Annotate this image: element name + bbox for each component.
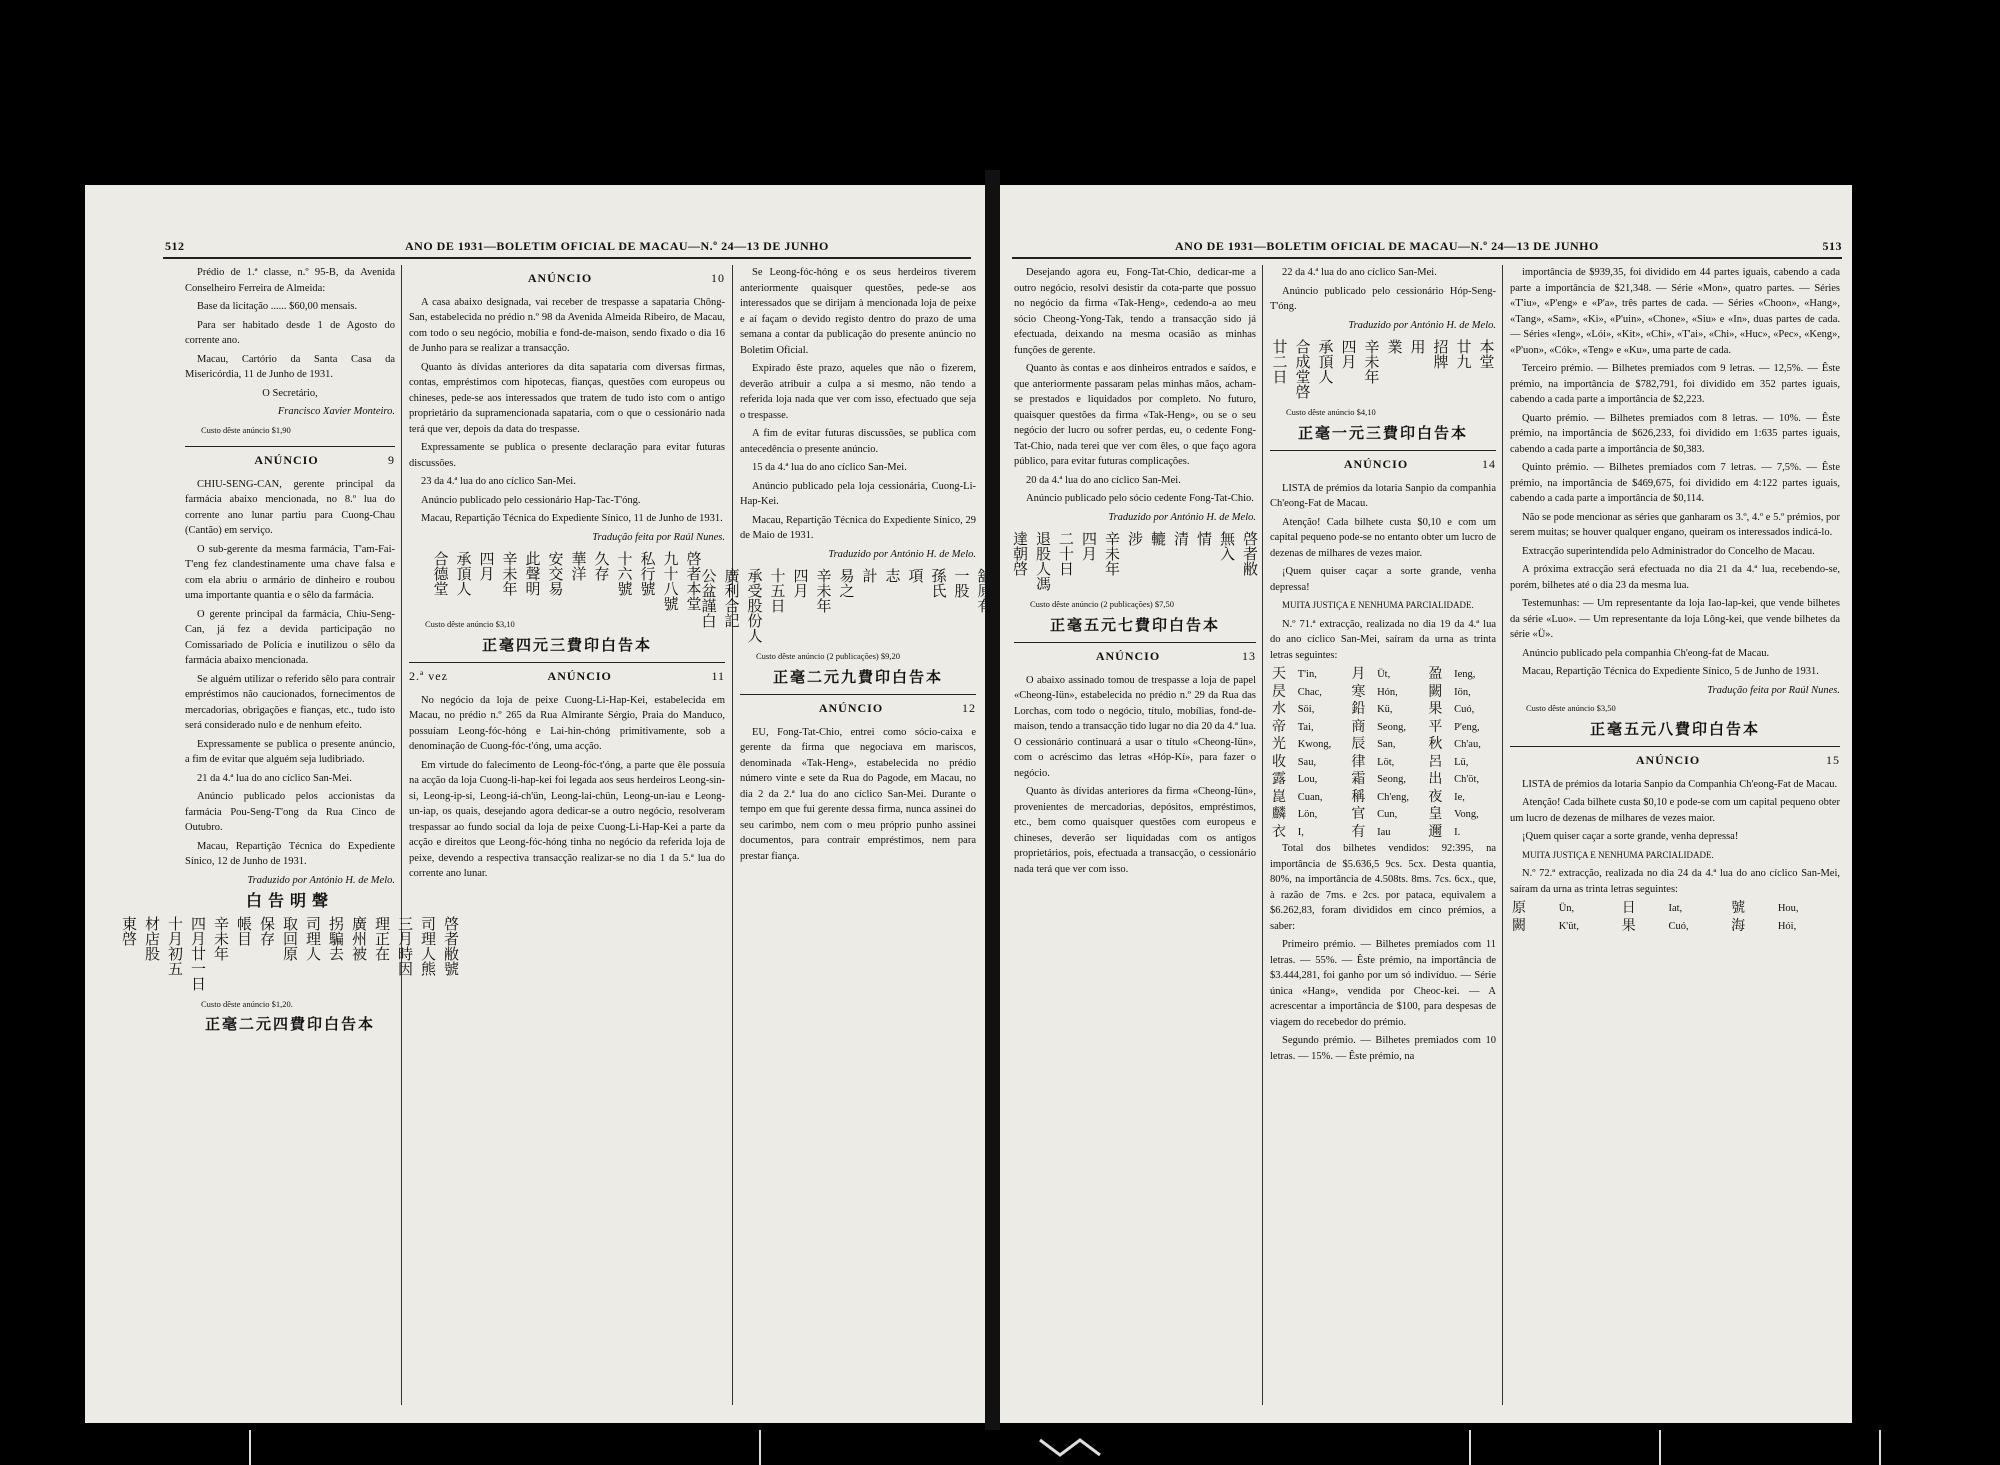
romanization-cell: Üt,: [1377, 669, 1391, 680]
chinese-character-cell: 律: [1351, 753, 1366, 770]
chinese-character-cell: 水: [1272, 701, 1286, 717]
chinese-character-cell: 商: [1351, 718, 1366, 735]
romanization-cell: Iön,: [1454, 686, 1471, 698]
ad-number: 9: [388, 453, 395, 467]
chinese-text-column: 保存: [258, 915, 276, 946]
chinese-text-column: 涉: [1126, 531, 1144, 546]
paragraph: Macau, Repartição Técnica do Expediente Sínico, 29 de Maio de 1931.: [740, 514, 976, 541]
paragraph: Desejando agora eu, Fong-Tat-Chio, dedicar-me a outro negócio, resolvi desistir da cota-parte que possuo no negócio da firma «Tak-Heng», cedendo-a ao meu sócio Cheong-Yong-Tak, tendo a transacção sido já efectuada, deixando na mesma ocasião as minhas funções de gerente.: [1014, 267, 1256, 356]
divider: [740, 694, 976, 695]
chinese-text-column: 辛未年: [212, 915, 230, 961]
romanization-cell: Lü,: [1454, 756, 1469, 768]
romanization-cell: Kwong,: [1297, 739, 1332, 750]
divider: [1014, 642, 1256, 643]
chinese-price-line: 正毫五元八費印白告本: [1589, 721, 1760, 738]
table-row: [1270, 719, 1496, 737]
chinese-character-cell: 鉛: [1351, 701, 1366, 717]
paragraph: Extracção superintendida pelo Administrador do Concelho de Macau.: [1522, 545, 1815, 557]
header-rule: [163, 257, 971, 259]
chinese-text-column: 退股人馮: [1034, 531, 1052, 591]
paragraph: Anúncio publicado pela companhia Ch'eong-fat de Macau.: [1522, 647, 1770, 659]
chinese-text-column: 承頂人: [1316, 339, 1335, 384]
chinese-text-column: 無入: [1218, 531, 1236, 561]
chinese-text-column: 情: [1195, 531, 1213, 546]
chinese-text-column: 舖原有: [975, 568, 994, 613]
romanization-cell: Ch'eng,: [1377, 791, 1410, 803]
paragraph: 21 da 4.ª lua do ano cíclico San-Mei.: [197, 772, 352, 784]
chinese-text-column: 司理人: [304, 915, 322, 961]
left-running-header: ANO DE 1931—BOLETIM OFICIAL DE MACAU—N.º 24—13 DE JUNHO: [405, 239, 829, 253]
ad-title: [185, 453, 395, 469]
ad-cost: Custo dêste anúncio $1,90: [201, 424, 291, 435]
romanization-cell: Hón,: [1377, 686, 1398, 698]
chinese-price-line: 正毫五元七費印白告本: [1049, 617, 1220, 634]
romanization-cell: Seong,: [1377, 774, 1406, 785]
chinese-text-column: 招牌: [1431, 339, 1450, 369]
ad-cost: Custo dêste anúncio $4,10: [1286, 407, 1376, 417]
chinese-price-line: 正毫二元九費印白告本: [772, 669, 943, 686]
romanization-cell: Ün,: [1558, 903, 1575, 914]
romanization-cell: I.: [1454, 826, 1461, 838]
chinese-text-column: 安交易: [546, 551, 565, 596]
right-page: [1000, 185, 1852, 1423]
paragraph: A fim de evitar futuras discussões, se publica com antecedência o presente anúncio.: [740, 428, 976, 455]
chinese-text-column: 辛未年: [1103, 531, 1121, 576]
chinese-text-column: 東啓: [120, 915, 138, 946]
paragraph: ¡Quem quiser caçar a sorte grande, venha depressa!: [1270, 566, 1496, 593]
translator-credit: Tradução feita por Raúl Nunes.: [1707, 684, 1840, 696]
chinese-character-cell: 果: [1621, 917, 1636, 934]
paragraph: Quarto prémio. — Bilhetes premiados com 8 letras. — 10%. — Êste prémio, na importância de $626,233, foi dividido em 1:635 partes iguais, cabendo a cada parte a importância de $0,383.: [1510, 412, 1840, 455]
chinese-text-column: 四月廿一日: [189, 915, 207, 991]
chinese-character-cell: 稱: [1351, 788, 1366, 805]
romanization-cell: P'eng,: [1454, 721, 1480, 733]
romanization-cell: Cun,: [1377, 809, 1398, 820]
table-row: [1270, 754, 1496, 772]
romanization-cell: Vong,: [1454, 809, 1479, 820]
chinese-character-cell: 辰: [1351, 736, 1366, 752]
chinese-character-cell: 寒: [1351, 683, 1366, 700]
ad-cost: Custo dêste anúncio (2 publicações) $9,20: [756, 651, 900, 661]
chinese-text-column: 孫氏: [929, 568, 948, 598]
romanization-cell: Tai,: [1297, 721, 1314, 733]
chinese-text-column: 辛未年: [814, 568, 833, 613]
ad-cost: Custo dêste anúncio $3,10: [425, 619, 515, 629]
table-row: [1270, 736, 1496, 754]
chinese-text-column: 辛未年: [500, 551, 519, 596]
chinese-character-cell: 衣: [1272, 823, 1286, 840]
divider: [1270, 450, 1496, 451]
paragraph: Atenção! Cada bilhete custa $0,10 e pode-se com um capital pequeno obter um lucro de dezenas de milhares de vezes maior.: [1510, 797, 1840, 824]
paragraph: Expirado êste prazo, aqueles que não o fizerem, deverão atribuir a culpa a si mesmo, não tendo a referida loja nada que ver com isso, efectuado que seja o trespasse.: [740, 363, 976, 421]
chinese-text-column: 業: [1385, 339, 1404, 354]
chinese-text-column: 十五日: [768, 568, 787, 613]
paragraph: A casa abaixo designada, vai receber de trespasse a sapataria Chông-San, estabelecida no prédio n.º 98 da Avenida Almeida Ribeiro, de Macau, com todo o seu negócio, mobília e fond-de-maison, sendo fixado o dia 16 de Junho para se realizar a transacção.: [409, 296, 725, 354]
right-page-number: 513: [1822, 239, 1842, 253]
romanization-cell: Lou,: [1297, 774, 1318, 785]
paragraph: Segundo prémio. — Bilhetes premiados com 10 letras. — 15%. — Êste prémio, na: [1270, 1035, 1496, 1062]
table-row: [1270, 684, 1496, 702]
paragraph: Quanto às dívidas anteriores da dita sapataria com diversas firmas, contas, empréstimos com hipotecas, fianças, questões com europeus ou chineses, pede-se aos interessados que tratem de tudo isto com o antigo proprietário da supramencionada sapataria, com o que o cessionário nada terá que ver, depois da data do trespasse.: [409, 361, 725, 435]
romanization-cell: Cuó,: [1454, 704, 1475, 715]
right-column-1: [1011, 265, 1259, 880]
paragraph: Anúncio publicado pelo sócio cedente Fong-Tat-Chio.: [1026, 493, 1254, 504]
chinese-character-cell: 原: [1512, 900, 1526, 916]
column-divider: [401, 265, 402, 1405]
romanization-cell: T'in,: [1297, 669, 1317, 680]
romanization-cell: Ch'öt,: [1454, 774, 1480, 785]
chinese-notice: [120, 915, 460, 991]
right-running-header: ANO DE 1931—BOLETIM OFICIAL DE MACAU—N.º 24—13 DE JUNHO: [1175, 239, 1599, 253]
paragraph: Quanto às dívidas anteriores da firma «Cheong-Iün», provenientes de mercadorias, depósitos, empréstimos, etc., bem como quaisquer questões com europeus e chineses, deverão ser liquidadas com os antigos proprietários, pois, efectuada a transacção, o cessionário nada terá que ver com isso.: [1014, 786, 1256, 875]
table-row: [1270, 701, 1496, 719]
chinese-text-column: 項: [906, 568, 925, 583]
table-row: [1270, 806, 1496, 824]
right-column-3: [1510, 265, 1840, 935]
paragraph: Expressamente se publica o presente anúncio, a fim de evitar que alguém seja ludibriado.: [185, 738, 395, 765]
paragraph: Macau, Repartição Técnica do Expediente Sínico, 12 de Junho de 1931.: [185, 840, 395, 867]
chinese-text-column: 九十八號: [661, 551, 680, 611]
chinese-character-cell: 平: [1428, 718, 1443, 735]
chinese-text-column: 轆: [1149, 531, 1167, 546]
paragraph: Anúncio publicado pela loja cessionária, Cuong-Li-Hap-Kei.: [740, 480, 976, 507]
chinese-text-column: 一股: [952, 568, 971, 598]
ad-title-text: ANÚNCIO: [254, 453, 319, 467]
paragraph: Quinto prémio. — Bilhetes premiados com 7 letras. — 7,5%. — Êste prémio, na importância de $469,675, foi dividido em 4:122 partes iguais, cabendo a cada parte a importância de $0,114.: [1510, 462, 1840, 504]
ad-number: 13: [1242, 649, 1256, 663]
chinese-character-cell: 天: [1272, 666, 1286, 682]
ad-cost: Custo dêste anúncio $3,50: [1526, 703, 1616, 713]
chinese-text-column: 三月時因: [396, 915, 414, 976]
chinese-price-line: 正毫一元三費印白告本: [1297, 425, 1468, 442]
paragraph: N.º 72.ª extracção, realizada no dia 24 da 4.ª lua do ano cíclico San-Mei, saíram da urna as trinta letras seguintes:: [1510, 868, 1840, 895]
chinese-character-cell: 日: [1621, 900, 1636, 916]
chinese-character-cell: 霜: [1351, 771, 1366, 787]
header-rule: [1012, 257, 1842, 259]
paragraph: Terceiro prémio. — Bilhetes premiados com 9 letras. — 12,5%. — Êste prémio, na importância de $782,791, foi dividido em 352 partes iguais, cabendo a cada parte a importância de $2,223.: [1510, 363, 1840, 405]
chinese-price-line: 正毫四元三費印白告本: [481, 637, 652, 654]
chinese-heading: 白告明聲: [245, 893, 334, 910]
romanization-cell: Ieng,: [1454, 669, 1476, 680]
paragraph: LISTA de prémios da lotaria Sanpio da companhia Ch'eong-Fat de Macau.: [1270, 482, 1496, 509]
paragraph: No negócio da loja de peixe Cuong-Li-Hap-Kei, estabelecida em Macau, no prédio n.º 265 da Rua Almirante Sérgio, Praia do Manduco, possuíam Leong-fóc-hóng e Lai-hin-chóng primitivamente, sob a denominação de Cuong-fóc-t'óng, uma acção.: [409, 694, 725, 752]
chinese-text-column: 計: [860, 568, 879, 583]
chinese-character-cell: 帝: [1272, 718, 1286, 735]
chinese-character-cell: 果: [1428, 701, 1443, 717]
ad-title-text: ANÚNCIO: [527, 271, 593, 285]
chinese-text-column: 四月: [1339, 339, 1358, 369]
romanization-cell: Kü,: [1377, 704, 1393, 715]
translator-credit: Traduzido por António H. de Melo.: [1348, 319, 1496, 331]
chinese-text-column: 私行號: [638, 551, 657, 596]
paragraph: Em virtude do falecimento de Leong-fóc-t'óng, a parte que êle possuía na acção da loja Cuong-li-hap-kei foi legada aos seus herdeiros Leong-sin-si, Leong-ip-si, Leong-iá-ch'ün, Leong-lai-chün, Leong-un-iau e Leong-un-iap, os quais, desejando agora dedicar-se a outro negócio, resolveram trespassar ao fundo social da loja de peixe Cuong-Li-Hap-Kei a parte da acção e direitos que Leong-fóc-hóng tinha no negócio da referida loja de peixe, devendo a respectiva transacção realizar-se no dia 1 da 5.ª lua do corrente ano lunar.: [409, 759, 725, 879]
ad-cost: Custo dêste anúncio (2 publicações) $7,50: [1030, 599, 1174, 609]
divider: [185, 446, 395, 447]
column-divider: [732, 265, 733, 1405]
ad-title-text: ANÚNCIO: [547, 669, 612, 683]
left-page: [85, 185, 994, 1423]
secretary-name: Francisco Xavier Monteiro.: [277, 406, 395, 417]
romanization-cell: Söi,: [1297, 704, 1315, 715]
ad-title-text: ANÚNCIO: [818, 701, 884, 715]
paragraph: 15 da 4.ª lua do ano cíclico San-Mei.: [752, 462, 907, 473]
paragraph: Macau, Repartição Técnica do Expediente Sínico, 5 de Junho de 1931.: [1522, 666, 1819, 677]
chinese-character-cell: 闕: [1428, 683, 1443, 700]
paragraph: Se alguém utilizar o referido sêlo para contrair empréstimos não caucionados, fornecimentos de mercadorias, obrigações e fianças, etc., tudo isto será considerado nulo e de nenhum efeito.: [185, 673, 395, 731]
paragraph: importância de $939,35, foi dividido em 44 partes iguais, cabendo a cada parte a importância de $21,348. — Série «Mon», quatro partes. — Séries «T'iu», «P'eng» e «P'a», três partes de cada. — Séries «Choon», «Hang», «Tang», «Sam», «Ki», «P'uin», «Chone», «Siu» e «In», duas partes de cada. — Séries «Ieng», «Lói», «Kit», «Chi», «T'ai», «Chi», «Huc», «Pec», «Keng», «P'uon», «Cók», «Teng» e «Ku», uma parte de cada.: [1510, 267, 1840, 356]
secretary-title: O Secretário,: [262, 387, 318, 399]
chinese-text-column: 辛未年: [1362, 339, 1381, 384]
chinese-character-cell: 麟: [1272, 806, 1286, 822]
chinese-character-cell: 皇: [1428, 806, 1443, 822]
paragraph: Prédio de 1.ª classe, n.º 95-B, da Avenida Conselheiro Ferreira de Almeida:: [185, 267, 395, 294]
paragraph: Testemunhas: — Um representante da loja Iao-lap-kei, que vende bilhetes da série «Luo». — Um representante da loja Lông-kei, que vende bilhetes da série «Ü».: [1510, 598, 1840, 640]
paragraph: Se Leong-fóc-hóng e os seus herdeiros tiverem anteriormente quaisquer questões, pede-se aos interessados que se dirijam à mencionada loja de peixe e aí façam o devido registo dentro do prazo de uma semana a contar da publicação do presente anúncio no Boletim Oficial.: [740, 267, 976, 356]
romanization-cell: Ie,: [1454, 791, 1465, 803]
table-row: [1270, 824, 1496, 842]
chinese-notice: [699, 568, 994, 643]
chinese-character-cell: 邇: [1428, 823, 1443, 840]
chinese-text-column: 承頂人: [454, 551, 473, 596]
paragraph: EU, Fong-Tat-Chio, entrei como sócio-caixa e gerente da firma que negociava em mariscos, denominada «Tak-Heng», estabelecida no prédio número vinte e sete da Rua do Pagode, em Macau, no dia 2 da 2.ª lua do ano cíclico San-Mei. Durante o tempo em que fui gerente dessa firma, nunca assinei do seu carimbo, nem com o meu próprio punho assinei documentos, para contrair empréstimos, nem para prestar fiança.: [740, 726, 976, 862]
paragraph: CHIU-SENG-CAN, gerente principal da farmácia abaixo mencionada, no 8.º lua do corrente ano lunar partiu para Cuong-Chau (Cantão) em serviço.: [185, 478, 395, 536]
chinese-character-cell: 呂: [1428, 753, 1443, 770]
divider: [1510, 746, 1840, 747]
chinese-character-cell: 夜: [1428, 788, 1443, 805]
column-divider: [1262, 265, 1263, 1405]
chinese-text-column: 十月初五: [166, 915, 184, 976]
chinese-text-column: 啓者敝號: [442, 915, 460, 976]
paragraph: Expressamente se publica o presente declaração para evitar futuras discussões.: [409, 442, 725, 469]
ad-number: 14: [1482, 457, 1496, 471]
paragraph: Anúncio publicado pelo cessionário Hóp-Seng-T'óng.: [1270, 285, 1496, 312]
chinese-text-column: 合德堂: [431, 551, 450, 596]
right-column-2: [1270, 265, 1496, 1067]
chinese-character-cell: 收: [1272, 753, 1286, 770]
romanization-cell: Lön,: [1297, 809, 1318, 820]
table-row: [1270, 789, 1496, 807]
paragraph: Macau, Cartório da Santa Casa da Misericórdia, 11 de Junho de 1931.: [185, 353, 395, 380]
lottery-letters-table: [1510, 900, 1840, 935]
scanner-ruler-marks: [0, 1430, 2000, 1465]
divider: [409, 662, 725, 663]
ad-title-text: ANÚNCIO: [1095, 649, 1161, 663]
ad-number: 12: [962, 701, 976, 715]
chinese-text-column: 廣利合記: [722, 568, 741, 628]
chinese-character-cell: 闕: [1512, 917, 1526, 934]
chinese-text-column: 四月: [1080, 531, 1098, 561]
ad-cost: Custo dêste anúncio $1,20.: [201, 998, 293, 1009]
romanization-cell: Iat,: [1668, 903, 1683, 914]
romanization-cell: San,: [1377, 739, 1396, 750]
chinese-text-column: 材店股: [143, 915, 161, 961]
paragraph: ¡Quem quiser caçar a sorte grande, venha depressa!: [1522, 831, 1739, 842]
chinese-text-column: 十六號: [615, 551, 634, 596]
chinese-text-column: 拐騙去: [327, 915, 345, 961]
chinese-character-cell: 盈: [1428, 666, 1443, 682]
ad-repeat-note: 2.ª vez: [409, 669, 448, 683]
paragraph: Não se pode mencionar as séries que ganharam os 3.º, 4.º e 5.º prémios, por serem muitas; se houver qualquer engano, queiram os interessados indicá-lo.: [1510, 511, 1840, 538]
paragraph: O gerente principal da farmácia, Chiu-Seng-Can, já fez a devida participação no Comissariado de Polícia e inutilizou o sêlo da farmácia abaixo mencionada.: [185, 608, 395, 666]
romanization-cell: Cuó,: [1668, 920, 1689, 932]
paragraph: O sub-gerente da mesma farmácia, T'am-Fai-T'eng fez clandestinamente uma chave falsa e com ela abriu o armário de dinheiro e roubou uma importante quantia e o sêlo da farmácia.: [185, 543, 395, 601]
chinese-character-cell: 光: [1272, 736, 1286, 752]
translator-credit: Traduzido por António H. de Melo.: [247, 874, 395, 886]
chinese-text-column: 久存: [592, 551, 611, 581]
romanization-cell: Löt,: [1377, 756, 1395, 768]
lottery-letters-table: [1270, 666, 1496, 841]
paragraph: 23 da 4.ª lua do ano cíclico San-Mei.: [421, 476, 576, 487]
romanization-cell: K'üt,: [1558, 920, 1579, 932]
romanization-cell: Chac,: [1297, 686, 1322, 698]
chinese-text-column: 理正在: [373, 915, 391, 961]
ad-number: 11: [711, 669, 725, 683]
paragraph: 20 da 4.ª lua do ano cíclico San-Mei.: [1026, 474, 1181, 486]
chinese-text-column: 四月: [791, 568, 810, 598]
chinese-price-line: 正毫二元四費印白告本: [204, 1017, 375, 1033]
chinese-character-cell: 露: [1272, 771, 1286, 787]
chinese-character-cell: 有: [1351, 823, 1366, 840]
chinese-character-cell: 昃: [1272, 683, 1286, 700]
paragraph: Primeiro prémio. — Bilhetes premiados com 11 letras. — 55%. — Êste prémio, na importância de $3.444,281, foi ganho por um só indivíduo. — Série única «Hang», vendida por Cheoc-kei. — A acrescentar a importância de $100, para despesas de viagem do recebedor do prémio.: [1270, 939, 1496, 1028]
ad-number: 15: [1826, 753, 1840, 767]
ad-title-text: ANÚNCIO: [1635, 753, 1701, 767]
paragraph: MUITA JUSTIÇA E NENHUMA PARCIALIDADE.: [1522, 849, 1714, 860]
paragraph: Anúncio publicado pelos accionistas da farmácia Pou-Seng-T'ong da Rua Cinco de Outubro.: [185, 791, 395, 833]
chinese-text-column: 志: [883, 568, 902, 583]
romanization-cell: Seong,: [1377, 721, 1406, 733]
romanization-cell: Cuan,: [1297, 791, 1323, 803]
paragraph: Quanto às contas e aos dinheiros entrados e saídos, e que anteriormente passaram pelas minhas mãos, acham-se prestados e liquidados por completo. No futuro, quaisquer questões da firma «Tak-Heng», ou se o seu negócio der lucro ou sofrer perdas, eu, o cedente Fong-Tat-Chio, nada terei que ver com êles, o que faço agora público, para evitar futuras complicações.: [1014, 363, 1256, 467]
paragraph: A próxima extracção será efectuada no dia 21 da 4.ª lua, recebendo-se, porém, bilhetes até o dia 23 da mesma lua.: [1510, 564, 1840, 591]
chinese-text-column: 四月: [477, 551, 496, 581]
paragraph: Anúncio publicado pelo cessionário Hap-Tac-T'óng.: [421, 494, 641, 506]
chinese-text-column: 合成堂啓: [1293, 339, 1312, 399]
chinese-notice: [1011, 531, 1259, 591]
chinese-text-column: 此聲明: [523, 551, 542, 596]
chinese-text-column: 清: [1172, 531, 1190, 546]
chinese-notice: [409, 551, 725, 611]
table-row: [1510, 918, 1840, 936]
chinese-character-cell: 官: [1351, 806, 1366, 822]
paragraph: O abaixo assinado tomou de trespasse a loja de papel «Cheong-Iün», estabelecida no prédio n.º 29 da Rua das Lorchas, com todo o negócio, título, mobílias, fond-de-maison, tendo a transacção tido lugar no dia 20 da 4.ª lua. O cessionário continuará a usar o título «Cheong-Iün», com o acréscimo das letras «Hóp-Kí», para fazer o negócio.: [1014, 674, 1256, 779]
chinese-text-column: 帳目: [235, 915, 253, 946]
column-divider: [1502, 265, 1503, 1405]
romanization-cell: Ch'au,: [1454, 739, 1481, 750]
translator-credit: Traduzido por António H. de Melo.: [828, 548, 976, 560]
book-gutter: [985, 170, 1000, 1430]
romanization-cell: Hói,: [1777, 920, 1797, 932]
paragraph: Base da licitação ...... $60,00 mensais.: [197, 301, 358, 312]
chinese-text-column: 廿九: [1454, 339, 1473, 369]
left-page-number: 512: [165, 239, 185, 253]
paragraph: MUITA JUSTIÇA E NENHUMA PARCIALIDADE.: [1282, 600, 1474, 610]
chinese-notice: [1270, 339, 1496, 399]
chinese-text-column: 承受股份人: [745, 568, 764, 643]
chinese-text-column: 公盆謹白: [699, 568, 718, 628]
chinese-character-cell: 崑: [1272, 788, 1286, 805]
paragraph: Atenção! Cada bilhete custa $0,10 e com um capital pequeno pode-se no entanto obter um lucro de dezenas de milhares de vezes maior.: [1270, 516, 1496, 559]
romanization-cell: Sau,: [1297, 756, 1317, 768]
table-row: [1510, 900, 1840, 918]
chinese-text-column: 廿二日: [1270, 339, 1289, 384]
table-row: [1270, 666, 1496, 684]
chinese-character-cell: 海: [1731, 917, 1746, 934]
translator-credit: Tradução feita por Raúl Nunes.: [592, 531, 725, 543]
ad-title-text: ANÚNCIO: [1343, 457, 1409, 471]
chinese-text-column: 易之: [837, 568, 856, 598]
chinese-text-column: 二十日: [1057, 531, 1075, 576]
romanization-cell: Iau: [1377, 826, 1391, 838]
paragraph: LISTA de prémios da lotaria Sanpio da Companhia Ch'eong-Fat de Macau.: [1522, 778, 1838, 790]
chinese-character-cell: 秋: [1428, 736, 1443, 752]
chinese-text-column: 廣州被: [350, 915, 368, 961]
chinese-text-column: 司理人熊: [419, 915, 437, 976]
chinese-text-column: 啓者本堂: [684, 551, 703, 611]
chinese-character-cell: 月: [1351, 666, 1366, 682]
romanization-cell: I,: [1297, 826, 1304, 838]
chinese-character-cell: 號: [1731, 900, 1746, 916]
chinese-text-column: 啓者敝: [1241, 531, 1259, 576]
table-row: [1270, 771, 1496, 789]
translator-credit: Traduzido por António H. de Melo.: [1108, 511, 1256, 523]
paragraph: Para ser habitado desde 1 de Agosto do corrente ano.: [185, 319, 395, 346]
left-column-2: [409, 265, 725, 885]
chinese-text-column: 取回原: [281, 915, 299, 961]
paragraph: Macau, Repartição Técnica do Expediente Sínico, 11 de Junho de 1931.: [421, 513, 723, 524]
chinese-text-column: 達朝啓: [1011, 531, 1029, 576]
chinese-text-column: 用: [1408, 339, 1427, 354]
chinese-character-cell: 出: [1428, 771, 1443, 787]
paragraph: Total dos bilhetes vendidos: 92:395, na importância de $5.636,5 9cs. 5cx. Desta quantia, 80%, na importância de 4.508ts. 8ms. 7cs. 6cx., que, à razão de 7ms. e 2cs. por pataca, equivalem a $6.262,83, foram divididos em cinco prémios, a saber:: [1270, 843, 1496, 932]
chinese-text-column: 華洋: [569, 551, 588, 581]
ad-number: 10: [711, 271, 725, 285]
chinese-text-column: 本堂: [1477, 339, 1496, 369]
romanization-cell: Hou,: [1777, 903, 1799, 914]
paragraph: 22 da 4.ª lua do ano cíclico San-Mei.: [1282, 267, 1437, 278]
paragraph: N.º 71.ª extracção, realizada no dia 19 da 4.ª lua do ano cíclico San-Mei, saíram da urna as trinta letras seguintes:: [1270, 618, 1496, 661]
